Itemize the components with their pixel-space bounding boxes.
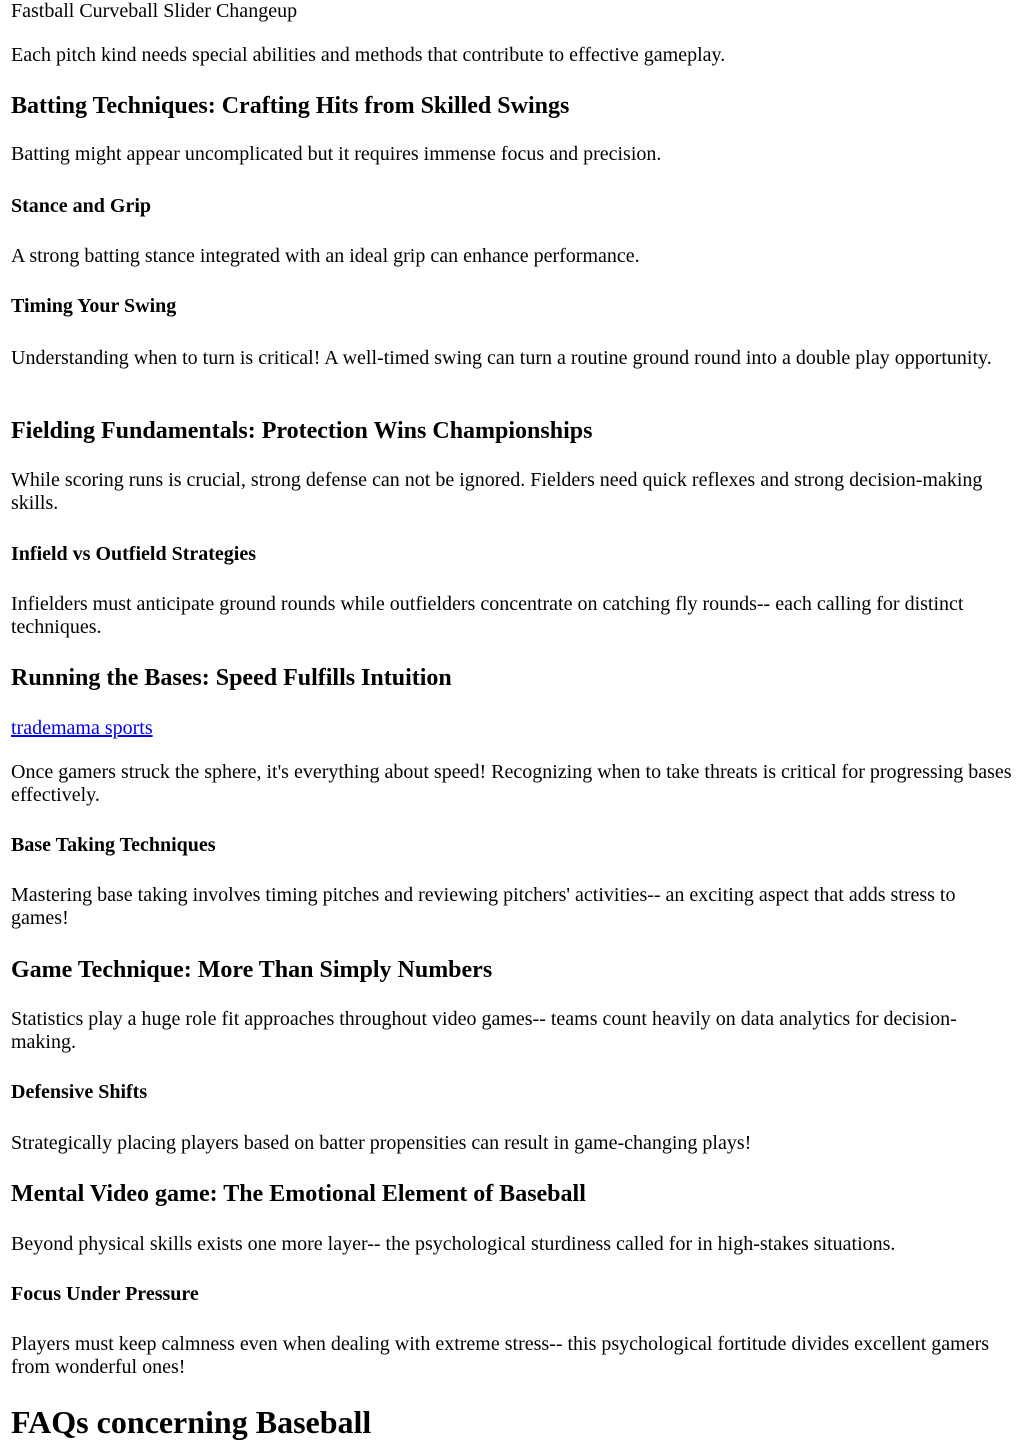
running-heading: Running the Bases: Speed Fulfills Intuition (11, 665, 452, 691)
mental-paragraph: Beyond physical skills exists one more layer-- the psychological sturdiness called for in high-stakes situations. (11, 1233, 896, 1255)
pitch-intro-paragraph: Each pitch kind needs special abilities and methods that contribute to effective gameplay. (11, 44, 726, 66)
timing-heading: Timing Your Swing (11, 295, 177, 317)
strategy-heading: Game Technique: More Than Simply Numbers (11, 957, 493, 983)
infield-outfield-heading: Infield vs Outfield Strategies (11, 543, 256, 565)
fielding-paragraph: While scoring runs is crucial, strong defense can not be ignored. Fielders need quick reflexes and strong decision-making skills. (11, 469, 983, 514)
stance-heading: Stance and Grip (11, 195, 152, 217)
base-taking-paragraph: Mastering base taking involves timing pitches and reviewing pitchers' activities-- an exciting aspect that adds stress to games! (11, 884, 956, 929)
running-paragraph: Once gamers struck the sphere, it's everything about speed! Recognizing when to take threats is critical for progressing bases effectively. (11, 761, 1012, 806)
link-line (11, 717, 1016, 740)
batting-heading: Batting Techniques: Crafting Hits from Skilled Swings (11, 93, 570, 119)
base-taking-heading: Base Taking Techniques (11, 834, 216, 856)
focus-paragraph: Players must keep calmness even when dealing with extreme stress-- this psychological fortitude divides excellent gamers from wonderful ones! (11, 1333, 990, 1378)
defensive-shifts-heading: Defensive Shifts (11, 1081, 148, 1103)
stance-paragraph: A strong batting stance integrated with an ideal grip can enhance performance. (11, 245, 640, 267)
pitch-types-list: Fastball Curveball Slider Changeup (11, 0, 298, 22)
trademama-sports-link[interactable]: trademama sports (11, 717, 153, 739)
faq-heading: FAQs concerning Baseball (11, 1404, 372, 1440)
timing-paragraph: Understanding when to turn is critical! A well-timed swing can turn a routine ground round into a double play opportunity. (11, 347, 992, 369)
focus-heading: Focus Under Pressure (11, 1283, 199, 1305)
strategy-paragraph: Statistics play a huge role fit approaches throughout video games-- teams count heavily on data analytics for decision-making. (11, 1008, 957, 1053)
batting-paragraph: Batting might appear uncomplicated but it requires immense focus and precision. (11, 143, 662, 165)
infield-outfield-paragraph: Infielders must anticipate ground rounds while outfielders concentrate on catching fly rounds-- each calling for distinct techniques. (11, 593, 964, 638)
fielding-heading: Fielding Fundamentals: Protection Wins Championships (11, 418, 593, 444)
defensive-shifts-paragraph: Strategically placing players based on batter propensities can result in game-changing plays! (11, 1132, 752, 1154)
mental-heading: Mental Video game: The Emotional Element of Baseball (11, 1181, 586, 1207)
